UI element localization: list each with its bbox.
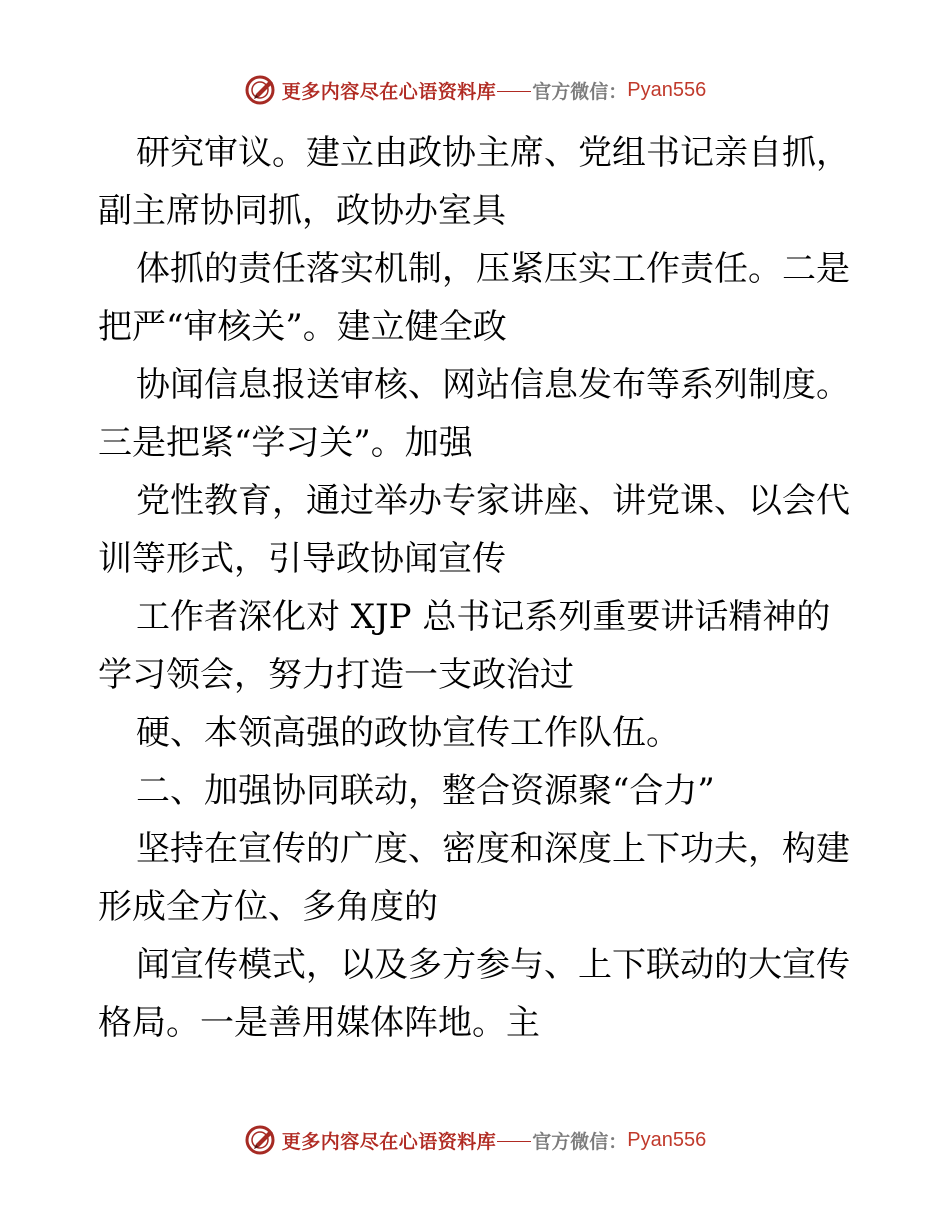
text-line: 体抓的责任落实机制，压紧压实工作责任。二是 xyxy=(136,249,850,289)
text-line: 闻宣传模式，以及多方参与、上下联动的大宣传 xyxy=(136,945,850,985)
text-line: 把严“审核关”。建立健全政 xyxy=(98,307,507,347)
text-line: 党性教育，通过举办专家讲座、讲党课、以会代 xyxy=(136,481,850,521)
header-contact-id: Pyan556 xyxy=(627,78,707,101)
footer-banner xyxy=(0,1120,950,1160)
text-line: 协闻信息报送审核、网站信息发布等系列制度。 xyxy=(136,365,850,405)
brand-logo-icon xyxy=(244,73,278,107)
text-line: 格局。一是善用媒体阵地。主 xyxy=(98,1003,540,1043)
brand-logo-icon xyxy=(244,1123,278,1157)
text-line: 形成全方位、多角度的 xyxy=(98,887,438,927)
text-line: 训等形式，引导政协闻宣传 xyxy=(98,539,506,579)
header-banner xyxy=(0,70,950,110)
footer-contact-label: 官方微信： xyxy=(532,1130,628,1153)
header-banner-content xyxy=(244,73,707,107)
text-line: 副主席协同抓，政协办室具 xyxy=(98,191,506,231)
text-line: 学习领会，努力打造一支政治过 xyxy=(98,655,574,695)
header-dash xyxy=(497,91,531,92)
header-contact-label: 官方微信： xyxy=(532,80,628,103)
text-line: 硬、本领高强的政协宣传工作队伍。 xyxy=(136,713,680,753)
footer-banner-content xyxy=(244,1123,707,1157)
footer-contact-id: Pyan556 xyxy=(627,1128,707,1151)
section-heading: 二、加强协同联动，整合资源聚“合力” xyxy=(136,771,715,811)
text-line: 工作者深化对 XJP 总书记系列重要讲话精神的 xyxy=(136,597,831,637)
header-brand-text: 更多内容尽在心语资料库 xyxy=(281,80,497,103)
footer-brand-text: 更多内容尽在心语资料库 xyxy=(281,1130,497,1153)
body-text xyxy=(98,124,858,1052)
text-line: 坚持在宣传的广度、密度和深度上下功夫，构建 xyxy=(136,829,850,869)
text-line: 三是把紧“学习关”。加强 xyxy=(98,423,473,463)
footer-dash xyxy=(497,1141,531,1142)
text-line: 研究审议。建立由政协主席、党组书记亲自抓， xyxy=(136,133,850,173)
